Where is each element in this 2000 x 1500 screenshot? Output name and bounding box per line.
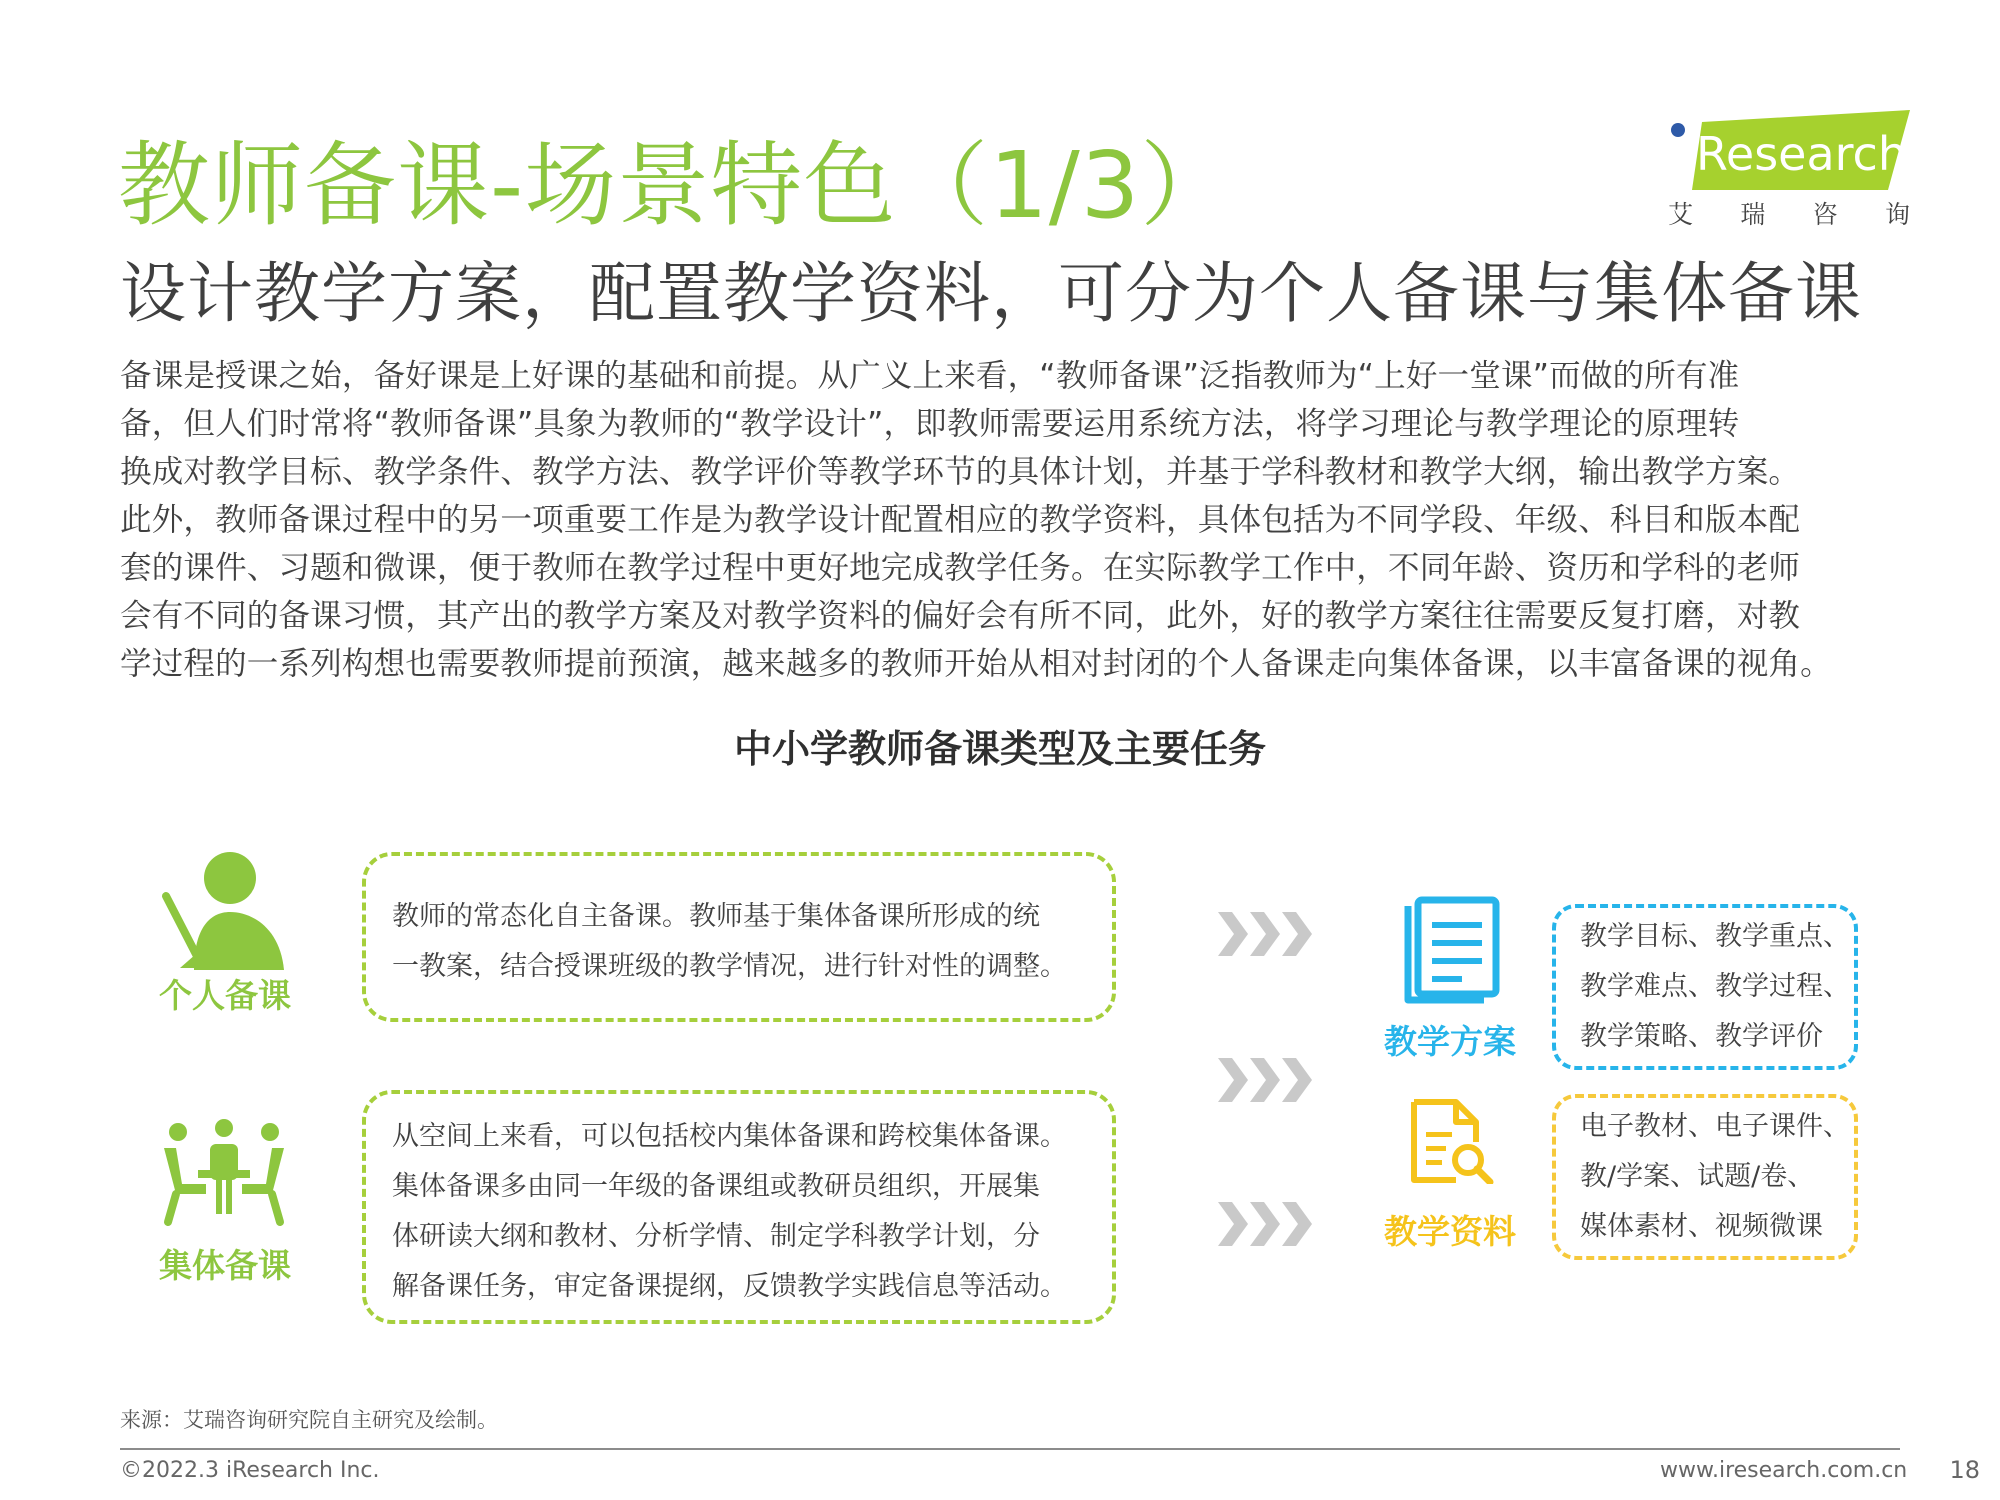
page-title: 教师备课-场景特色（1/3） [118, 132, 1234, 239]
body-line: 备，但人们时常将“教师备课”具象为教师的“教学设计”，即教师需要运用系统方法，将学习理论与教学理论的原理转 [120, 406, 1740, 442]
collective-prep-line: 解备课任务，审定备课提纲，反馈教学实践信息等活动。 [392, 1271, 1067, 1302]
diagram-title: 中小学教师备课类型及主要任务 [733, 727, 1266, 771]
teaching-plan-line: 教学目标、教学重点、 [1580, 921, 1850, 952]
teaching-plan-label: 教学方案 [1384, 1022, 1516, 1061]
personal-prep-line: 教师的常态化自主备课。教师基于集体备课所形成的统 [392, 901, 1040, 932]
teaching-materials-line: 媒体素材、视频微课 [1580, 1211, 1823, 1242]
file-search-icon [1410, 1098, 1494, 1184]
document-icon [1400, 896, 1502, 1008]
collective-prep-label: 集体备课 [159, 1246, 291, 1285]
body-line: 此外，教师备课过程中的另一项重要工作是为教学设计配置相应的教学资料，具体包括为不同学段、年级、科目和版本配 [120, 502, 1801, 538]
body-line: 备课是授课之始，备好课是上好课的基础和前提。从广义上来看，“教师备课”泛指教师为“上好一堂课”而做的所有准 [120, 358, 1740, 394]
body-line: 换成对教学目标、教学条件、教学方法、教学评价等教学环节的具体计划，并基于学科教材和教学大纲，输出教学方案。 [120, 454, 1801, 490]
teaching-materials-line: 电子教材、电子课件、 [1580, 1111, 1850, 1142]
logo-char: 询 [1884, 200, 1910, 229]
triple-chevron-icon [1216, 1056, 1316, 1104]
body-paragraph [120, 352, 1920, 688]
logo-char: 艾 [1668, 200, 1694, 229]
page-subtitle: 设计教学方案，配置教学资料，可分为个人备课与集体备课 [120, 255, 1862, 332]
page-number: 18 [1949, 1456, 1980, 1484]
teaching-plan-line: 教学策略、教学评价 [1580, 1021, 1823, 1052]
collective-prep-box [362, 1090, 1116, 1324]
personal-prep-line: 一教案，结合授课班级的教学情况，进行针对性的调整。 [392, 951, 1067, 982]
footer-divider [120, 1448, 1900, 1450]
personal-prep-label: 个人备课 [159, 976, 291, 1015]
teacher-icon [160, 850, 290, 970]
triple-chevron-icon [1216, 1200, 1316, 1248]
logo-char: 咨 [1812, 200, 1838, 229]
group-meeting-icon [162, 1118, 286, 1228]
teaching-materials-box [1552, 1094, 1858, 1260]
collective-prep-line: 从空间上来看，可以包括校内集体备课和跨校集体备课。 [392, 1121, 1067, 1152]
body-line: 套的课件、习题和微课，便于教师在教学过程中更好地完成教学任务。在实际教学工作中，不同年龄、资历和学科的老师 [120, 550, 1801, 586]
body-line: 会有不同的备课习惯，其产出的教学方案及对教学资料的偏好会有所不同，此外，好的教学方案往往需要反复打磨，对教 [120, 598, 1801, 634]
teaching-materials-line: 教/学案、试题/卷、 [1580, 1161, 1815, 1192]
logo-brand-text: Research [1696, 127, 1907, 181]
copyright: ©2022.3 iResearch Inc. [120, 1458, 380, 1483]
collective-prep-line: 集体备课多由同一年级的备课组或教研员组织，开展集 [392, 1171, 1040, 1202]
teaching-plan-box [1552, 904, 1858, 1070]
collective-prep-line: 体研读大纲和教材、分析学情、制定学科教学计划，分 [392, 1221, 1040, 1252]
logo-chinese-name [1668, 195, 1910, 231]
teaching-materials-label: 教学资料 [1384, 1212, 1516, 1251]
website-link[interactable]: www.iresearch.com.cn [1660, 1458, 1908, 1483]
source-note: 来源：艾瑞咨询研究院自主研究及绘制。 [120, 1408, 498, 1432]
logo-char: 瑞 [1740, 200, 1766, 229]
triple-chevron-icon [1216, 910, 1316, 958]
body-line: 学过程的一系列构想也需要教师提前预演，越来越多的教师开始从相对封闭的个人备课走向集体备课，以丰富备课的视角。 [120, 646, 1832, 682]
personal-prep-box [362, 852, 1116, 1022]
iresearch-logo [1668, 110, 1910, 190]
teaching-plan-line: 教学难点、教学过程、 [1580, 971, 1850, 1002]
